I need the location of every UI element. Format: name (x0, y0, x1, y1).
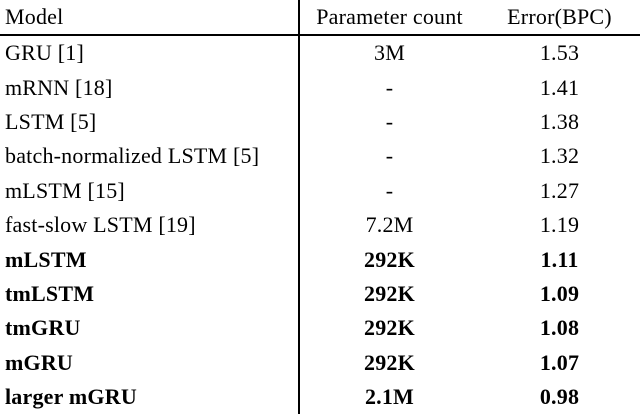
column-header-model: Model (0, 0, 299, 35)
results-table-body (0, 35, 640, 414)
error-bpc-cell: 0.98 (539, 384, 580, 410)
table-row (0, 35, 640, 70)
model-cell: LSTM [5] (0, 105, 299, 139)
model-cell: mRNN [18] (0, 70, 299, 104)
parameter-count-cell: 7.2M (365, 212, 414, 238)
column-header-error-bpc: Error(BPC) (479, 0, 640, 35)
header-row (0, 0, 640, 35)
results-table-header (0, 0, 640, 35)
error-bpc-cell: 1.38 (539, 108, 580, 134)
parameter-count-cell: 292K (364, 246, 415, 272)
column-header-parameter-count: Parameter count (299, 0, 479, 35)
table-row (0, 380, 640, 414)
model-cell: mLSTM [15] (0, 174, 299, 208)
parameter-count-cell: 3M (374, 40, 405, 66)
error-bpc-cell: 1.08 (539, 315, 580, 341)
error-bpc-cell: 1.11 (540, 246, 579, 272)
table-row (0, 277, 640, 311)
table-row (0, 70, 640, 104)
error-bpc-cell: 1.41 (539, 74, 580, 100)
error-bpc-cell: 1.09 (539, 280, 580, 306)
model-cell: mGRU (0, 346, 299, 380)
table-row (0, 311, 640, 345)
model-cell: fast-slow LSTM [19] (0, 208, 299, 242)
error-bpc-cell: 1.32 (539, 143, 580, 169)
error-bpc-cell: 1.19 (539, 212, 580, 238)
parameter-count-cell: - (385, 74, 394, 100)
table-row (0, 139, 640, 173)
model-cell: batch-normalized LSTM [5] (0, 139, 299, 173)
table-row (0, 346, 640, 380)
parameter-count-cell: 292K (364, 349, 415, 375)
model-cell: mLSTM (0, 242, 299, 276)
table-row (0, 208, 640, 242)
parameter-count-cell: - (385, 177, 394, 203)
model-cell: tmGRU (0, 311, 299, 345)
parameter-count-cell: - (385, 108, 394, 134)
parameter-count-cell: 292K (364, 280, 415, 306)
parameter-count-cell: 2.1M (364, 384, 415, 410)
error-bpc-cell: 1.53 (539, 40, 580, 66)
error-bpc-cell: 1.07 (539, 349, 580, 375)
model-cell: larger mGRU (0, 380, 299, 414)
error-bpc-cell: 1.27 (539, 177, 580, 203)
table-row (0, 242, 640, 276)
parameter-count-cell: - (385, 143, 394, 169)
table-row (0, 174, 640, 208)
model-cell: tmLSTM (0, 277, 299, 311)
model-cell: GRU [1] (0, 35, 299, 70)
parameter-count-cell: 292K (364, 315, 415, 341)
table-row (0, 105, 640, 139)
